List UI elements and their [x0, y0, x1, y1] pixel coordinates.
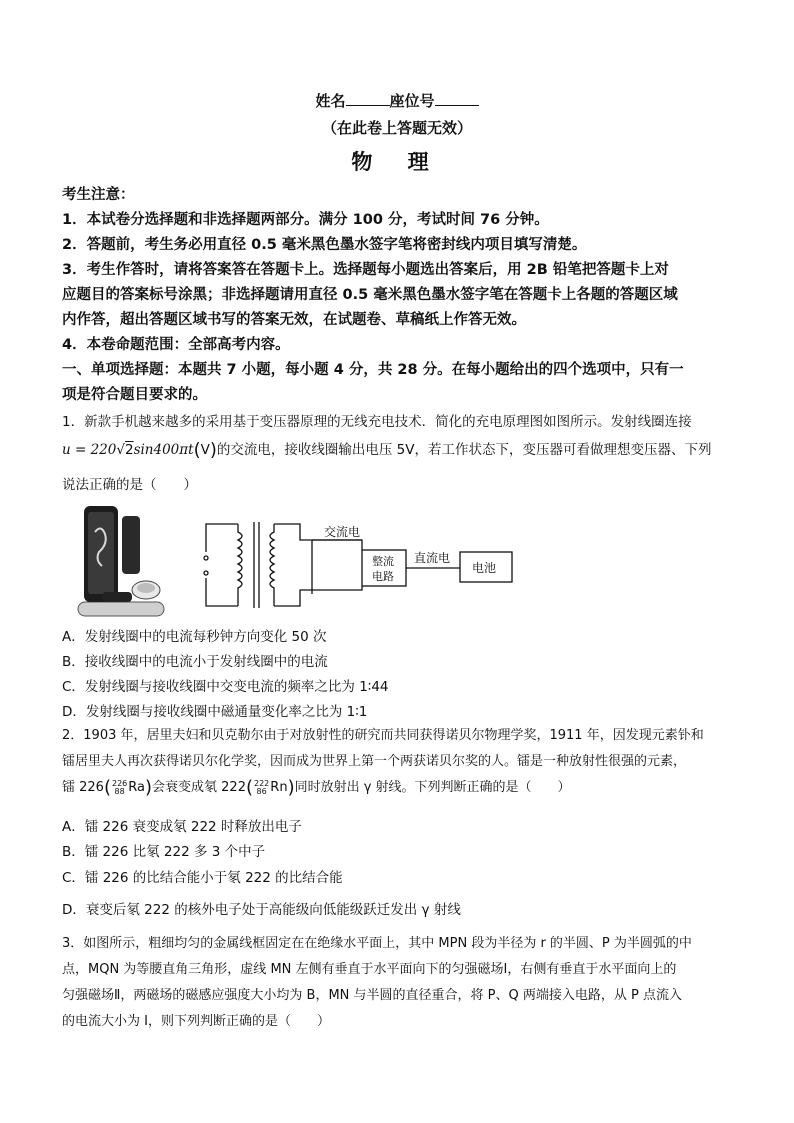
ra-symbol: Ra	[128, 780, 145, 795]
q1-option-a: A．发射线圈中的电流每秒钟方向变化 50 次	[62, 629, 327, 645]
wireless-charger-image	[78, 506, 164, 616]
dc-label: 直流电	[414, 551, 451, 565]
q3-stem-cont: 点，MQN 为等腰直角三角形，虚线 MN 左侧有垂直于水平面向下的匀强磁场Ⅰ，右侧有垂直于水平面向上的	[62, 962, 677, 977]
q2-option-c: C．镭 226 的比结合能小于氡 222 的比结合能	[62, 870, 343, 886]
section-heading: 一、单项选择题：本题共 7 小题，每小题 4 分，共 28 分。在每小题给出的四个选项中，只有一	[62, 362, 684, 378]
q2-mid-text: 会衰变成氡 222	[152, 780, 246, 795]
q2-stem: 2．1903 年，居里夫妇和贝克勒尔由于对放射性的研究而共同获得诺贝尔物理学奖，1911 年，因发现元素钋和	[62, 728, 704, 743]
q2-nuclide-line: 镭 226( 226 88 Ra)会衰变成氡 222( 222 86 Rn)同时放射出 γ 射线。下列判断正确的是（ ）	[62, 777, 571, 798]
instruction-item: 3．考生作答时，请将答案答在答题卡上。选择题每小题选出答案后，用 2B 铅笔把答题卡上对	[62, 262, 669, 278]
q2-end-text: 同时放射出 γ 射线。下列判断正确的是（ ）	[294, 780, 571, 795]
q2-ra-prefix: 镭 226	[62, 780, 104, 795]
sqrt-symbol: √	[116, 442, 125, 458]
rn-symbol: Rn	[270, 780, 288, 795]
q2-option-a: A．镭 226 衰变成氡 222 时释放出电子	[62, 819, 302, 835]
instruction-item: 4．本卷命题范围：全部高考内容。	[62, 337, 290, 353]
invalid-notice: （在此卷上答题无效）	[321, 119, 472, 137]
name-blank	[346, 93, 390, 106]
rectifier-label-1: 整流	[372, 555, 394, 568]
instructions-title: 考生注意：	[62, 187, 135, 203]
rn-mass-number: 222	[254, 778, 270, 788]
ac-label: 交流电	[324, 525, 361, 539]
q1-option-d: D．发射线圈与接收线圈中磁通量变化率之比为 1∶1	[62, 704, 368, 720]
q1-stem: 1．新款手机越来越多的采用基于变压器原理的无线充电技术．简化的充电原理图如图所示。发射线圈连接	[62, 414, 692, 430]
q3-stem-end: 的电流大小为 I，则下列判断正确的是（ ）	[62, 1014, 330, 1029]
q3-stem: 3．如图所示，粗细均匀的金属线框固定在在绝缘水平面上，其中 MPN 段为半径为 r 的半圆、P 为半圆弧的中	[62, 936, 692, 951]
name-label: 姓名	[315, 92, 346, 110]
section-heading-cont: 项是符合题目要求的。	[62, 387, 207, 403]
q3-stem-cont: 匀强磁场Ⅱ，两磁场的磁感应强度大小均为 B，MN 与半圆的直径重合，将 P、Q 两端接入电路，从 P 点流入	[62, 988, 682, 1003]
q1-option-c: C．发射线圈与接收线圈中交变电流的频率之比为 1∶44	[62, 679, 389, 695]
instruction-item: 内作答，超出答题区域书写的答案无效，在试题卷、草稿纸上作答无效。	[62, 312, 526, 328]
seat-label: 座位号	[389, 92, 435, 110]
rn-atomic-number: 86	[256, 786, 267, 796]
q2-option-b: B．镭 226 比氡 222 多 3 个中子	[62, 844, 266, 860]
instruction-item: 应题目的答案标号涂黑；非选择题请用直径 0.5 毫米黑色墨水签字笔在答题卡上各题的答题区域	[62, 287, 678, 303]
q1-stem-cont: 的交流电，接收线圈输出电压 5V，若工作状态下，变压器可看做理想变压器、下列	[216, 442, 712, 458]
q1-option-b: B．接收线圈中的电流小于发射线圈中的电流	[62, 654, 328, 670]
q1-formula-prefix: u = 220	[62, 442, 117, 458]
seat-blank	[435, 93, 479, 106]
q1-formula-rest: sin400πt	[133, 442, 194, 458]
q1-formula-root: 2	[124, 442, 134, 458]
battery-label: 电池	[472, 561, 497, 575]
name-seat-line	[0, 90, 794, 111]
q1-figure	[62, 502, 532, 622]
q1-formula-line: u = 220√2sin400πt(V)的交流电，接收线圈输出电压 5V，若工作状态下，变压器可看做理想变压器、下列	[62, 439, 712, 461]
q1-formula-unit: V	[200, 442, 210, 458]
q2-option-d: D．衰变后氡 222 的核外电子处于高能级向低能级跃迁发出 γ 射线	[62, 902, 461, 918]
q1-stem-end: 说法正确的是（ ）	[62, 477, 197, 493]
subject-title: 物 理	[351, 149, 443, 174]
ra-mass-number: 226	[111, 778, 128, 788]
instruction-item: 1．本试卷分选择题和非选择题两部分。满分 100 分，考试时间 76 分钟。	[62, 212, 549, 228]
rectifier-label-2: 电路	[372, 570, 394, 583]
q2-stem-cont: 镭居里夫人再次获得诺贝尔化学奖，因而成为世界上第一个两获诺贝尔奖的人。镭是一种放射性很强的元素，	[62, 754, 687, 769]
instruction-item: 2．答题前，考生务必用直径 0.5 毫米黑色墨水签字笔将密封线内项目填写清楚。	[62, 237, 587, 253]
ra-atomic-number: 88	[114, 786, 125, 796]
